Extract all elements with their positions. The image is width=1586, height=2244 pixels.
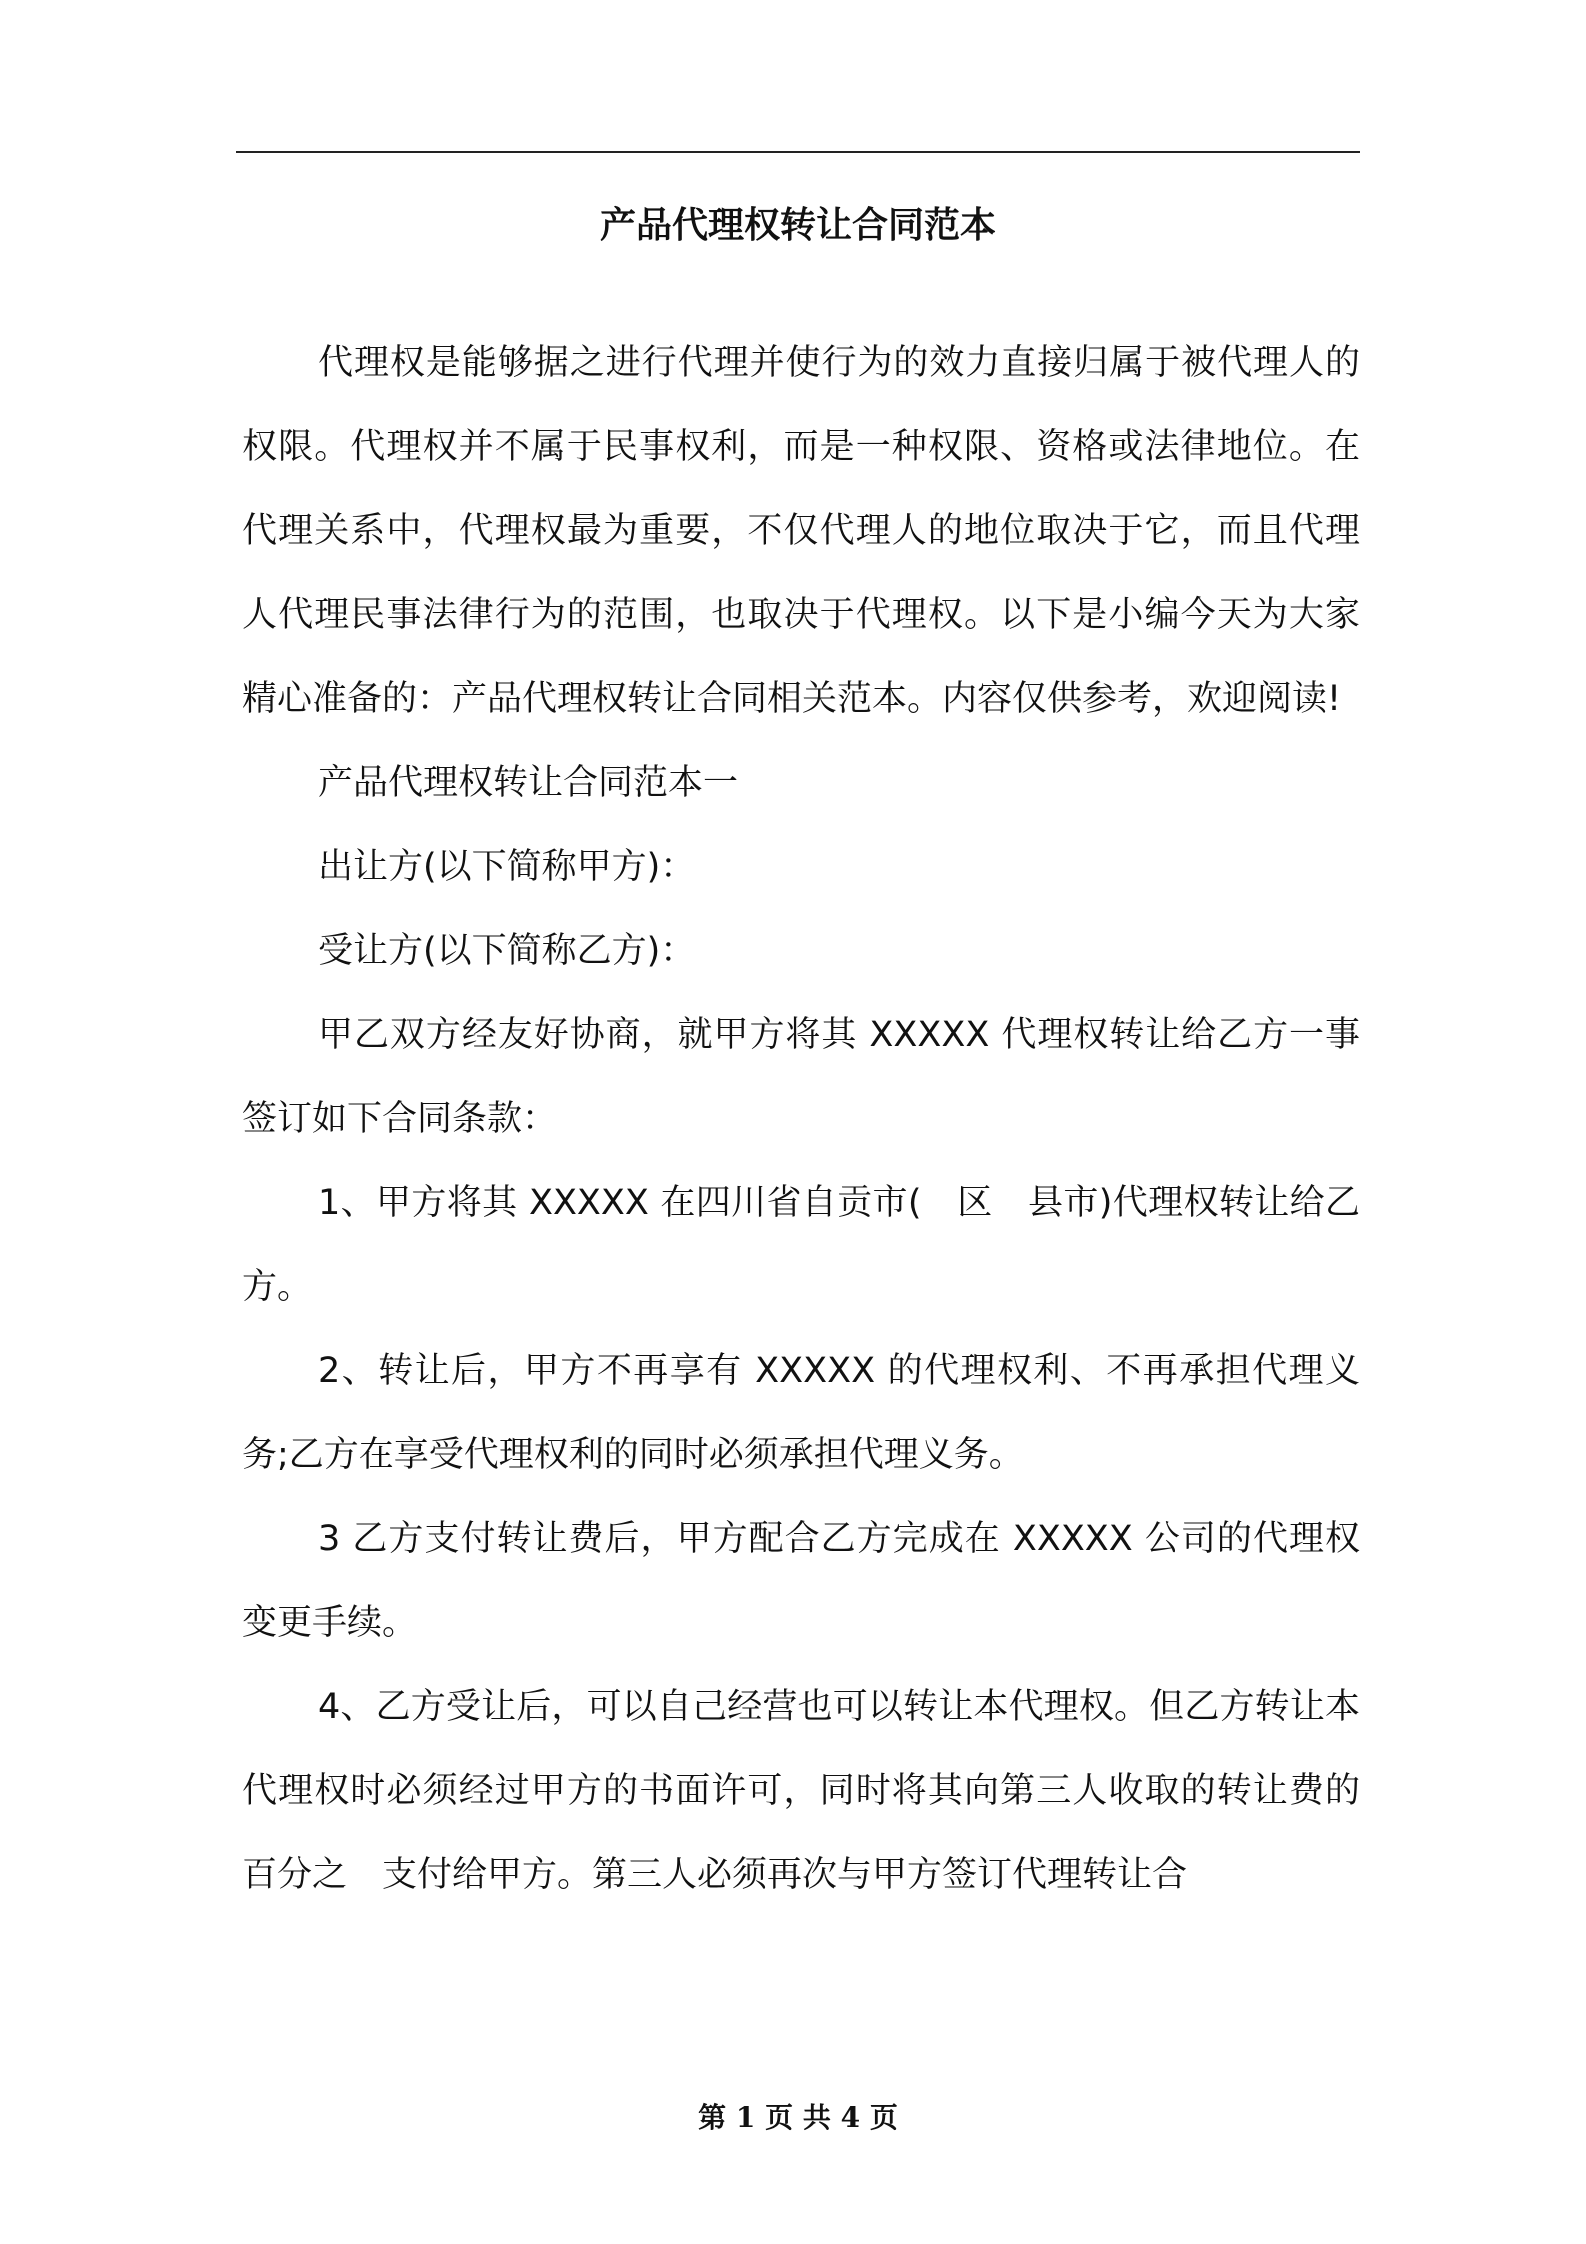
section-heading: 产品代理权转让合同范本一 xyxy=(318,763,739,803)
clause-2: 2、转让后，甲方不再享有 XXXXX 的代理权利、不再承担代理义务;乙方在享受代理权利的同时必须承担代理义务。 xyxy=(242,1351,1360,1475)
page-number: 第 1 页 共 4 页 xyxy=(698,2101,898,2134)
clause-1: 1、甲方将其 XXXXX 在四川省自贡市( 区 县市)代理权转让给乙方。 xyxy=(242,1183,1360,1307)
transferee-line: 受让方(以下简称乙方)： xyxy=(318,931,696,971)
document-title: 产品代理权转让合同范本 xyxy=(599,205,996,246)
header-rule xyxy=(236,151,1360,153)
transferor-line: 出让方(以下简称甲方)： xyxy=(318,847,696,887)
clause-3: 3 乙方支付转让费后，甲方配合乙方完成在 XXXXX 公司的代理权变更手续。 xyxy=(242,1519,1360,1643)
intro-paragraph: 代理权是能够据之进行代理并使行为的效力直接归属于被代理人的权限。代理权并不属于民事权利，而是一种权限、资格或法律地位。在代理关系中，代理权最为重要，不仅代理人的地位取决于它，而且代理人代理民事法律行为的范围，也取决于代理权。以下是小编今天为大家精心准备的：产品代理权转让合同相关范本。内容仅供参考，欢迎阅读! xyxy=(242,343,1360,719)
clause-4: 4、乙方受让后，可以自己经营也可以转让本代理权。但乙方转让本代理权时必须经过甲方的书面许可，同时将其向第三人收取的转让费的百分之 支付给甲方。第三人必须再次与甲方签订代理转让合 xyxy=(242,1687,1360,1895)
preamble-paragraph: 甲乙双方经友好协商，就甲方将其 XXXXX 代理权转让给乙方一事签订如下合同条款： xyxy=(242,1015,1360,1139)
document-body xyxy=(242,321,1360,1917)
